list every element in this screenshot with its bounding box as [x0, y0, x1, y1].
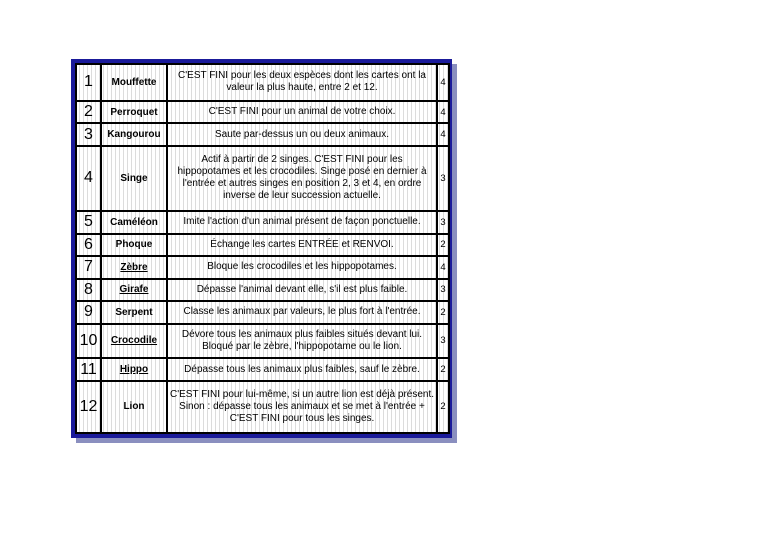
animal-name: Serpent: [101, 301, 167, 323]
table-row: [76, 234, 449, 256]
animal-name: Perroquet: [101, 101, 167, 123]
table-row: [76, 123, 449, 145]
card-effect: Dépasse l'animal devant elle, s'il est plus faible.: [167, 279, 437, 301]
card-effect: Dépasse tous les animaux plus faibles, sauf le zèbre.: [167, 358, 437, 380]
card-effect: Saute par-dessus un ou deux animaux.: [167, 123, 437, 145]
card-number: 6: [76, 234, 101, 256]
table-body: [76, 64, 449, 433]
card-effect: Actif à partir de 2 singes. C'EST FINI pour les hippopotames et les crocodiles. Singe posé en dernier à l'entrée et autres singes en position 2, 3 et 4, en ordre inverse de leur succession actuelle.: [167, 146, 437, 211]
card-number: 10: [76, 324, 101, 359]
card-points: 3: [437, 324, 449, 359]
card-points: 2: [437, 381, 449, 433]
animal-name: Lion: [101, 381, 167, 433]
table-row: [76, 64, 449, 101]
card-points: 3: [437, 279, 449, 301]
table-row: [76, 256, 449, 278]
table-row: [76, 101, 449, 123]
card-number: 9: [76, 301, 101, 323]
table-row: [76, 381, 449, 433]
card-points: 4: [437, 64, 449, 101]
animal-cards-table: [75, 63, 450, 434]
card-effect: Classe les animaux par valeurs, le plus fort à l'entrée.: [167, 301, 437, 323]
animal-name: Crocodile: [101, 324, 167, 359]
card-number: 4: [76, 146, 101, 211]
card-points: 4: [437, 256, 449, 278]
card-effect: C'EST FINI pour les deux espèces dont les cartes ont la valeur la plus haute, entre 2 et 12.: [167, 64, 437, 101]
animal-name: Phoque: [101, 234, 167, 256]
card-number: 1: [76, 64, 101, 101]
card-number: 11: [76, 358, 101, 380]
card-effect: C'EST FINI pour lui-même, si un autre lion est déjà présent. Sinon : dépasse tous les animaux et se met à l'entrée + C'EST FINI pour tous les singes.: [167, 381, 437, 433]
card-effect: Échange les cartes ENTRÉE et RENVOI.: [167, 234, 437, 256]
animal-name: Kangourou: [101, 123, 167, 145]
card-points: 3: [437, 146, 449, 211]
card-number: 5: [76, 211, 101, 233]
card-number: 12: [76, 381, 101, 433]
animal-name: Singe: [101, 146, 167, 211]
table-row: [76, 324, 449, 359]
card-number: 7: [76, 256, 101, 278]
animal-name: Zèbre: [101, 256, 167, 278]
table-row: [76, 301, 449, 323]
animal-name: Mouffette: [101, 64, 167, 101]
card-points: 3: [437, 211, 449, 233]
card-effect: Bloque les crocodiles et les hippopotames.: [167, 256, 437, 278]
card-effect: Dévore tous les animaux plus faibles situés devant lui. Bloqué par le zèbre, l'hippopotame ou le lion.: [167, 324, 437, 359]
table-row: [76, 279, 449, 301]
card-points: 2: [437, 358, 449, 380]
card-points: 2: [437, 234, 449, 256]
animal-name: Caméléon: [101, 211, 167, 233]
card-number: 2: [76, 101, 101, 123]
card-points: 4: [437, 123, 449, 145]
card-effect: C'EST FINI pour un animal de votre choix.: [167, 101, 437, 123]
card-number: 3: [76, 123, 101, 145]
card-effect: Imite l'action d'un animal présent de façon ponctuelle.: [167, 211, 437, 233]
card-points: 4: [437, 101, 449, 123]
table-row: [76, 211, 449, 233]
table-row: [76, 146, 449, 211]
card-number: 8: [76, 279, 101, 301]
table-row: [76, 358, 449, 380]
card-points: 2: [437, 301, 449, 323]
animal-name: Girafe: [101, 279, 167, 301]
animal-name: Hippo: [101, 358, 167, 380]
